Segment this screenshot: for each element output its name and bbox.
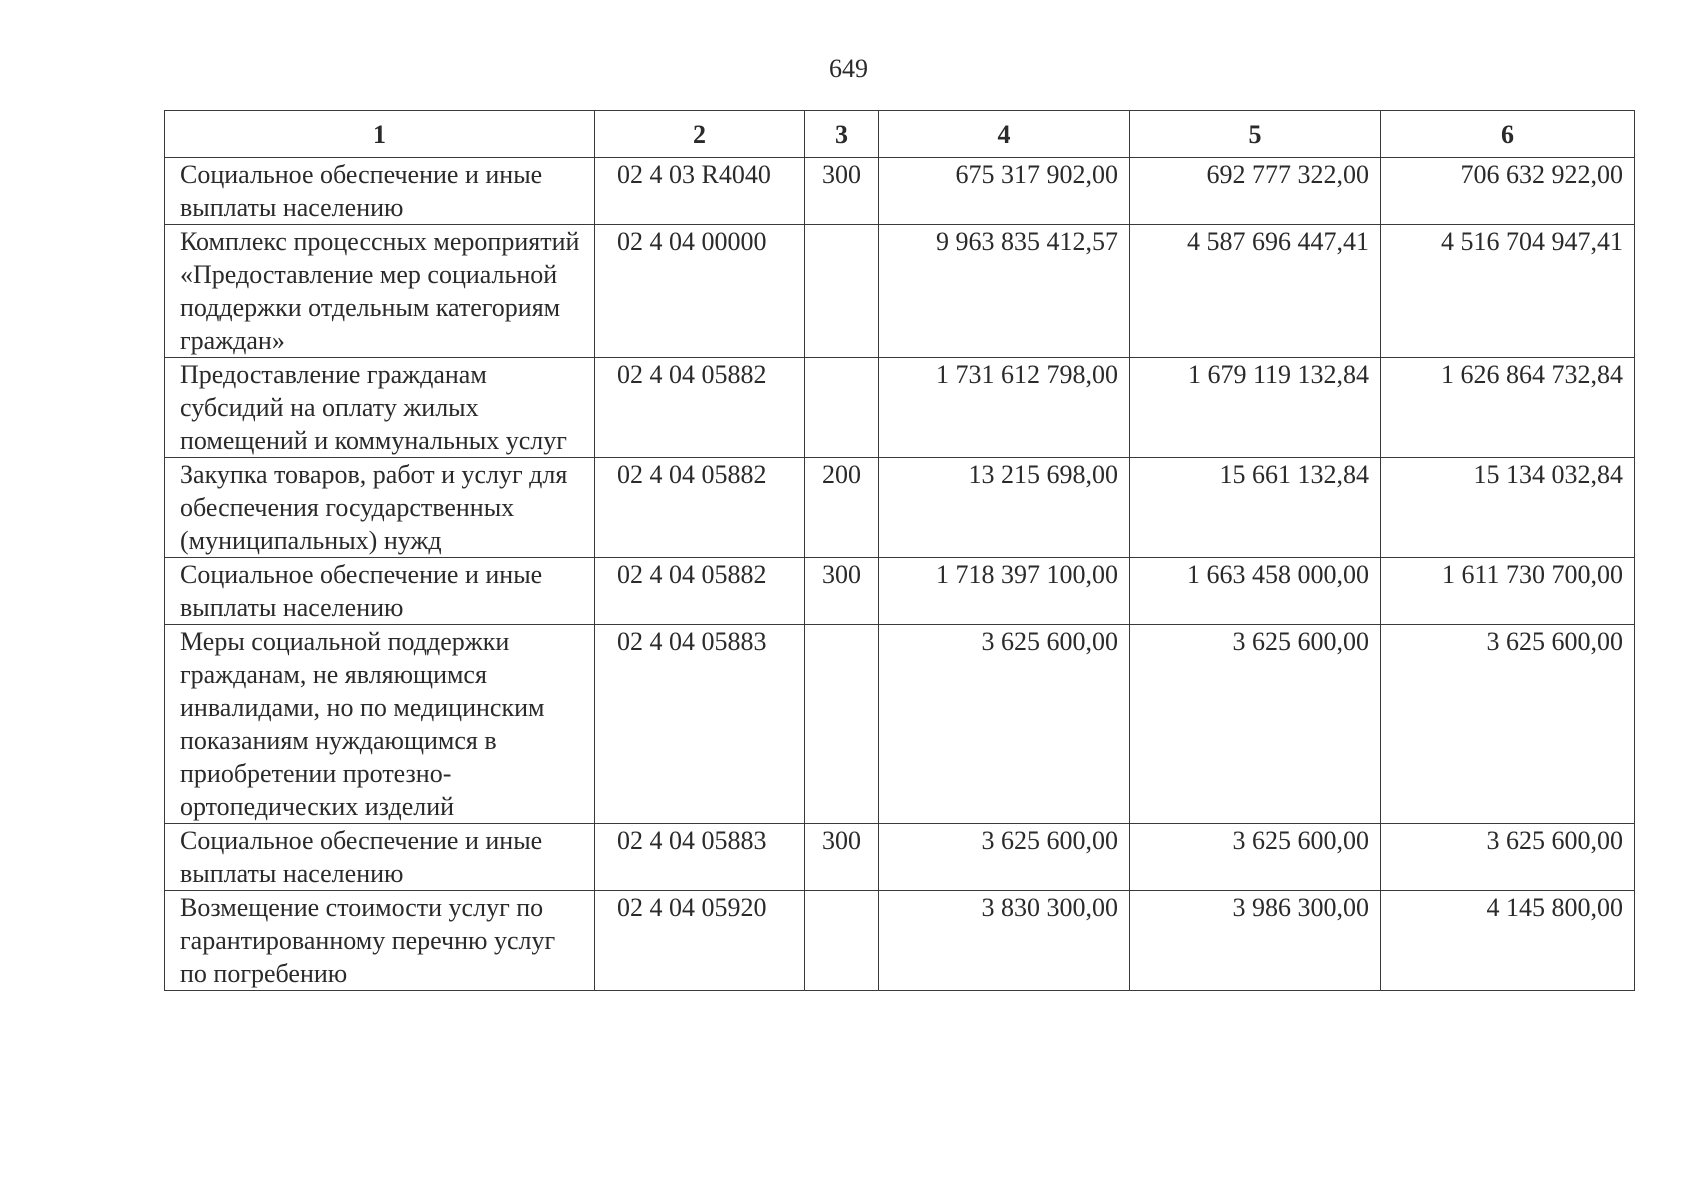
row-expense-type — [805, 358, 879, 458]
row-name: Предоставление гражданам субсидий на оплату жилых помещений и коммунальных услуг — [165, 358, 595, 458]
row-amount-3: 706 632 922,00 — [1381, 158, 1635, 225]
row-amount-1: 13 215 698,00 — [879, 458, 1130, 558]
row-amount-1: 1 718 397 100,00 — [879, 558, 1130, 625]
row-amount-1: 9 963 835 412,57 — [879, 225, 1130, 358]
row-amount-3: 1 611 730 700,00 — [1381, 558, 1635, 625]
row-amount-1: 3 625 600,00 — [879, 625, 1130, 824]
row-amount-1: 1 731 612 798,00 — [879, 358, 1130, 458]
row-amount-2: 4 587 696 447,41 — [1130, 225, 1381, 358]
row-code: 02 4 04 00000 — [595, 225, 805, 358]
table-row — [165, 158, 1635, 225]
row-amount-3: 15 134 032,84 — [1381, 458, 1635, 558]
table-row — [165, 358, 1635, 458]
row-name: Закупка товаров, работ и услуг для обеспечения государственных (муниципальных) нужд — [165, 458, 595, 558]
row-expense-type: 300 — [805, 158, 879, 225]
row-amount-3: 3 625 600,00 — [1381, 824, 1635, 891]
row-amount-1: 3 625 600,00 — [879, 824, 1130, 891]
row-name: Возмещение стоимости услуг по гарантированному перечню услуг по погребению — [165, 891, 595, 991]
header-col-6: 6 — [1381, 111, 1635, 158]
header-row — [165, 111, 1635, 158]
row-code: 02 4 04 05882 — [595, 358, 805, 458]
header-col-4: 4 — [879, 111, 1130, 158]
table-row — [165, 558, 1635, 625]
row-expense-type — [805, 225, 879, 358]
row-name: Социальное обеспечение и иные выплаты населению — [165, 158, 595, 225]
row-expense-type: 300 — [805, 558, 879, 625]
row-amount-1: 3 830 300,00 — [879, 891, 1130, 991]
row-amount-2: 15 661 132,84 — [1130, 458, 1381, 558]
row-amount-2: 3 625 600,00 — [1130, 625, 1381, 824]
row-expense-type: 300 — [805, 824, 879, 891]
table-row — [165, 891, 1635, 991]
row-amount-1: 675 317 902,00 — [879, 158, 1130, 225]
row-amount-2: 692 777 322,00 — [1130, 158, 1381, 225]
row-amount-3: 4 145 800,00 — [1381, 891, 1635, 991]
row-code: 02 4 03 R4040 — [595, 158, 805, 225]
row-name: Социальное обеспечение и иные выплаты населению — [165, 558, 595, 625]
row-amount-3: 1 626 864 732,84 — [1381, 358, 1635, 458]
budget-table — [164, 110, 1635, 991]
row-code: 02 4 04 05883 — [595, 625, 805, 824]
row-amount-2: 1 663 458 000,00 — [1130, 558, 1381, 625]
header-col-2: 2 — [595, 111, 805, 158]
row-amount-3: 4 516 704 947,41 — [1381, 225, 1635, 358]
page-number: 649 — [829, 54, 868, 83]
row-name: Социальное обеспечение и иные выплаты населению — [165, 824, 595, 891]
header-col-3: 3 — [805, 111, 879, 158]
row-amount-2: 1 679 119 132,84 — [1130, 358, 1381, 458]
row-code: 02 4 04 05883 — [595, 824, 805, 891]
row-name: Меры социальной поддержки гражданам, не являющимся инвалидами, но по медицинским показаниям нуждающимся в приобретении протезно-ортопедических изделий — [165, 625, 595, 824]
row-code: 02 4 04 05882 — [595, 458, 805, 558]
row-expense-type — [805, 891, 879, 991]
row-code: 02 4 04 05882 — [595, 558, 805, 625]
row-amount-2: 3 986 300,00 — [1130, 891, 1381, 991]
header-col-5: 5 — [1130, 111, 1381, 158]
table-row — [165, 824, 1635, 891]
table-row — [165, 225, 1635, 358]
row-amount-2: 3 625 600,00 — [1130, 824, 1381, 891]
row-code: 02 4 04 05920 — [595, 891, 805, 991]
row-expense-type: 200 — [805, 458, 879, 558]
header-col-1: 1 — [165, 111, 595, 158]
row-amount-3: 3 625 600,00 — [1381, 625, 1635, 824]
table-row — [165, 458, 1635, 558]
row-name: Комплекс процессных мероприятий «Предоставление мер социальной поддержки отдельным категориям граждан» — [165, 225, 595, 358]
table-row — [165, 625, 1635, 824]
row-expense-type — [805, 625, 879, 824]
